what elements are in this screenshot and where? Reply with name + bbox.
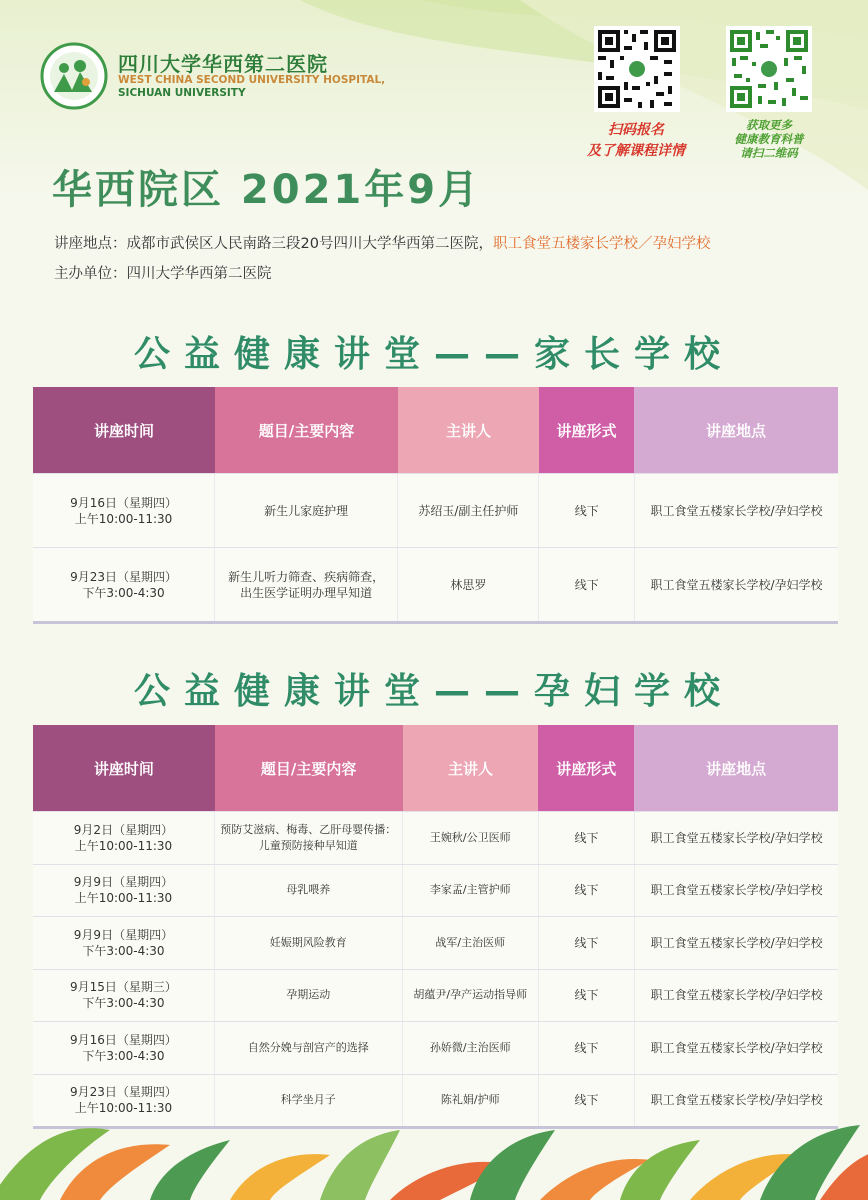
table-header bbox=[33, 725, 838, 811]
health-qr-caption-line2: 健康教育科普 bbox=[734, 132, 804, 146]
header-location: 讲座地点 bbox=[634, 725, 838, 811]
pregnancy-school-section-title: 公益健康讲堂——孕妇学校 bbox=[133, 671, 734, 712]
page-title: 华西院区 2021年9月 bbox=[52, 167, 482, 213]
cell-format: 线下 bbox=[539, 548, 635, 621]
table-row bbox=[33, 1021, 838, 1074]
organizer-text: 四川大学华西第二医院 bbox=[126, 266, 272, 282]
location-highlight: 职工食堂五楼家长学校／孕妇学校 bbox=[492, 236, 711, 252]
health-qr-caption-line1: 获取更多 bbox=[746, 118, 792, 132]
header-speaker: 主讲人 bbox=[403, 725, 539, 811]
header-format: 讲座形式 bbox=[539, 387, 634, 473]
signup-qr-caption-line2: 及了解课程详情 bbox=[587, 143, 685, 159]
cell-format: 线下 bbox=[539, 812, 635, 864]
cell-format: 线下 bbox=[539, 865, 635, 917]
table-row bbox=[33, 547, 838, 621]
table-row bbox=[33, 969, 838, 1022]
cell-topic: 母乳喂养 bbox=[215, 865, 403, 917]
header-topic: 题目/主要内容 bbox=[215, 725, 403, 811]
header-location: 讲座地点 bbox=[634, 387, 838, 473]
pregnancy-school-table bbox=[33, 725, 838, 1129]
cell-speaker: 苏绍玉/副主任护师 bbox=[398, 474, 539, 547]
hospital-name-en-line1: WEST CHINA SECOND UNIVERSITY HOSPITAL, bbox=[118, 74, 386, 86]
cell-speaker: 陈礼娟/护师 bbox=[403, 1075, 539, 1127]
header-format: 讲座形式 bbox=[538, 725, 634, 811]
cell-speaker: 孙娇微/主治医师 bbox=[403, 1022, 539, 1074]
cell-topic: 孕期运动 bbox=[215, 970, 403, 1022]
location-text: 成都市武侯区人民南路三段20号四川大学华西第二医院， bbox=[126, 236, 493, 252]
location-label: 讲座地点： bbox=[54, 236, 127, 252]
cell-time: 9月23日（星期四） 上午10:00-11:30 bbox=[33, 1075, 215, 1127]
header-speaker: 主讲人 bbox=[398, 387, 539, 473]
leaf-decoration bbox=[0, 1110, 868, 1200]
cell-topic: 新生儿听力筛查、疾病筛查， 出生医学证明办理早知道 bbox=[215, 548, 398, 621]
location-line bbox=[54, 232, 710, 253]
cell-format: 线下 bbox=[539, 474, 635, 547]
table-row bbox=[33, 916, 838, 969]
cell-topic: 自然分娩与剖宫产的选择 bbox=[215, 1022, 403, 1074]
cell-speaker: 李家孟/主管护师 bbox=[403, 865, 539, 917]
cell-speaker: 战军/主治医师 bbox=[403, 917, 539, 969]
cell-time: 9月9日（星期四） 上午10:00-11:30 bbox=[33, 865, 215, 917]
cell-location: 职工食堂五楼家长学校/孕妇学校 bbox=[650, 935, 823, 950]
cell-location: 职工食堂五楼家长学校/孕妇学校 bbox=[650, 577, 823, 592]
hospital-name-cn: 四川大学华西第二医院 bbox=[118, 52, 328, 76]
table-header bbox=[33, 387, 838, 473]
health-qr-caption-line3: 请扫二维码 bbox=[740, 146, 798, 160]
cell-topic: 新生儿家庭护理 bbox=[215, 474, 398, 547]
organizer-line bbox=[54, 262, 272, 283]
health-education-qr-code[interactable] bbox=[726, 26, 812, 112]
cell-speaker: 林思罗 bbox=[398, 548, 539, 621]
table-row bbox=[33, 811, 838, 864]
cell-format: 线下 bbox=[539, 1022, 635, 1074]
cell-location: 职工食堂五楼家长学校/孕妇学校 bbox=[650, 1040, 823, 1055]
cell-time: 9月16日（星期四） 上午10:00-11:30 bbox=[33, 474, 215, 547]
parent-school-table bbox=[33, 387, 838, 624]
cell-format: 线下 bbox=[539, 1075, 635, 1127]
cell-time: 9月2日（星期四） 上午10:00-11:30 bbox=[33, 812, 215, 864]
cell-location: 职工食堂五楼家长学校/孕妇学校 bbox=[650, 988, 823, 1003]
table-row bbox=[33, 473, 838, 547]
cell-speaker: 王婉秋/公卫医师 bbox=[403, 812, 539, 864]
cell-location: 职工食堂五楼家长学校/孕妇学校 bbox=[650, 883, 823, 898]
cell-format: 线下 bbox=[539, 917, 635, 969]
cell-time: 9月23日（星期四） 下午3:00-4:30 bbox=[33, 548, 215, 621]
header-time: 讲座时间 bbox=[33, 387, 215, 473]
cell-time: 9月9日（星期四） 下午3:00-4:30 bbox=[33, 917, 215, 969]
signup-qr-caption-line1: 扫码报名 bbox=[608, 122, 664, 138]
header-time: 讲座时间 bbox=[33, 725, 215, 811]
table-body bbox=[33, 811, 838, 1126]
organizer-label: 主办单位： bbox=[54, 266, 127, 282]
cell-topic: 预防艾滋病、梅毒、乙肝母婴传播： 儿童预防接种早知道 bbox=[215, 812, 403, 864]
cell-location: 职工食堂五楼家长学校/孕妇学校 bbox=[650, 503, 823, 518]
signup-qr-caption bbox=[560, 120, 712, 162]
cell-topic: 科学坐月子 bbox=[215, 1075, 403, 1127]
header-topic: 题目/主要内容 bbox=[215, 387, 398, 473]
signup-qr-code[interactable] bbox=[594, 26, 680, 112]
cell-speaker: 胡蕴尹/孕产运动指导师 bbox=[403, 970, 539, 1022]
hospital-logo bbox=[40, 42, 108, 110]
table-row bbox=[33, 864, 838, 917]
parent-school-section-title: 公益健康讲堂——家长学校 bbox=[133, 334, 734, 375]
cell-topic: 妊娠期风险教育 bbox=[215, 917, 403, 969]
cell-time: 9月15日（星期三） 下午3:00-4:30 bbox=[33, 970, 215, 1022]
cell-format: 线下 bbox=[539, 970, 635, 1022]
health-education-qr-caption bbox=[712, 118, 826, 160]
cell-location: 职工食堂五楼家长学校/孕妇学校 bbox=[650, 830, 823, 845]
cell-time: 9月16日（星期四） 下午3:00-4:30 bbox=[33, 1022, 215, 1074]
hospital-name-en-line2: SICHUAN UNIVERSITY bbox=[118, 87, 246, 99]
cell-location: 职工食堂五楼家长学校/孕妇学校 bbox=[650, 1093, 823, 1108]
